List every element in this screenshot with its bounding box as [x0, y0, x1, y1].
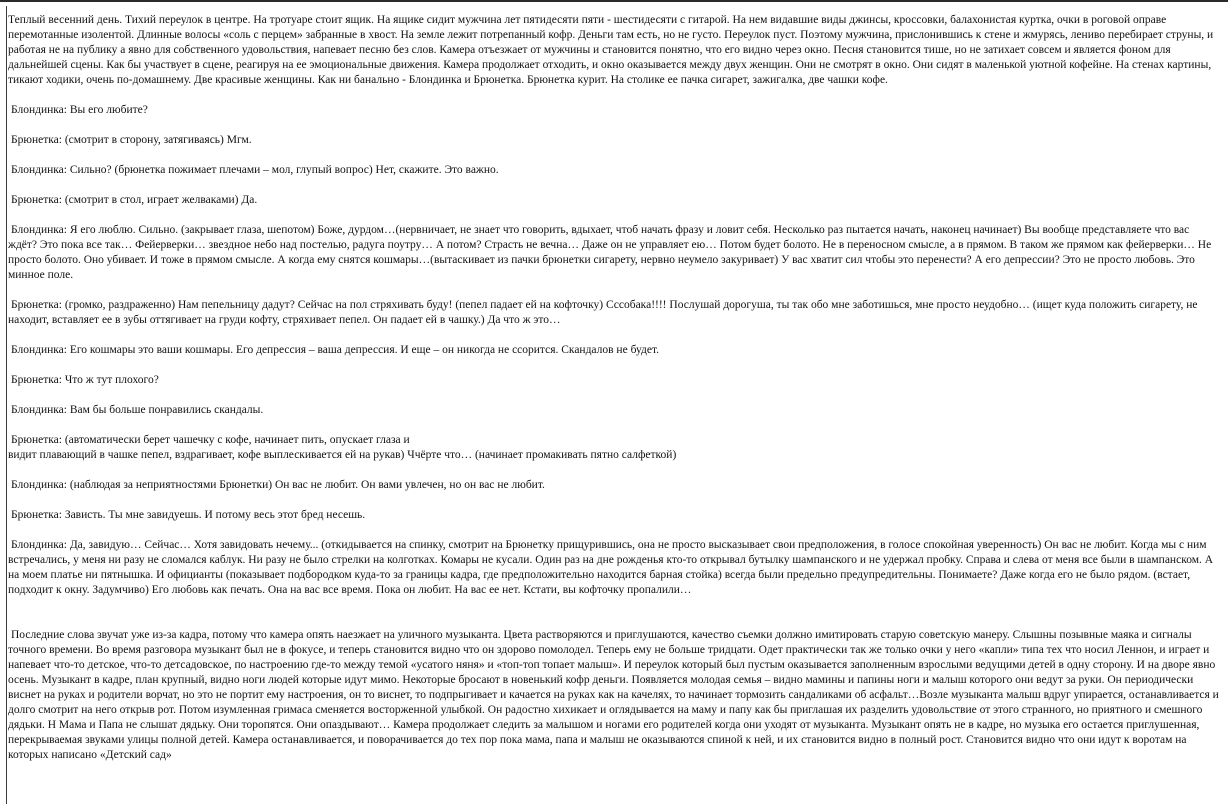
screenplay-text [8, 13, 1221, 778]
dialogue-line: Блондинка: Вы его любите? [11, 104, 148, 116]
dialogue-line: Блондинка: Сильно? (брюнетка пожимает плечами – мол, глупый вопрос) Нет, скажите. Это важно. [11, 164, 499, 176]
scene-description: Теплый весенний день. Тихий переулок в центре. На тротуаре стоит ящик. На ящике сидит мужчина лет пятидесяти пяти - шестидесяти с гитарой. На нем видавшие виды джинсы, кроссовки, балахонистая куртка, очки в роговой оправе перемотанные изолентой. Длинные волосы «соль с перцем» забранные в хвост. На земле лежит потрепанный кофр. Деньги там есть, но не густо. Переулок пуст. Поэтому мужчина, прислонившись к стене и жмурясь, лениво перебирает струны, и работая не на публику а явно для собственного удовольствия, напевает песню без слов. Камера отъезжает от мужчины и становится понятно, что его видно через окно. Песня становится тише, но не затихает совсем и является фоном для дальнейшей сцены. Как бы участвует в сцене, реагируя на ее эмоциональные движения. Камера продолжает отходить, и окно оказывается между двух женщин. Они не смотрят в окно. Они сидят в маленькой уютной кофейне. На стенах картины, тикают ходики, очень по-домашнему. Две красивые женщины. Как ни банально - Блондинка и Брюнетка. Брюнетка курит. На столике ее пачка сигарет, зажигалка, две чашки кофе. [8, 14, 1214, 86]
top-border [0, 0, 1228, 2]
dialogue-line: Блондинка: Его кошмары это ваши кошмары. Его депрессия – ваша депрессия. И еще – он никогда не ссорится. Скандалов не будет. [11, 344, 659, 356]
scene-description: Последние слова звучат уже из-за кадра, потому что камера опять наезжает на уличного музыканта. Цвета растворяются и приглушаются, качество съемки должно имитировать старую советскую манеру. Слышны позывные маяка и сигналы точного времени. Во время разговора музыкант был не в фокусе, и теперь становится видно что он здорово помолодел. Теперь ему не больше тридцати. Одет практически так же только очки у него «капли» типа тех что носил Леннон, и играет и напевает что-то детское, что-то детсадовское, по настроению где-то между темой «усатого няня» и «топ-топ топает малыш». И переулок который был пустым оказывается заполненным взрослыми ведущими детей в одну сторону. И на дворе явно осень. Музыкант в кадре, план крупный, видно ноги людей которые идут мимо. Некоторые бросают в новенький кофр деньги. Появляется молодая семья – видно мамины и папины ноги и малыш которого они ведут за руки. Он периодически виснет на руках и родители ворчат, но это не портит ему настроения, он то виснет, то подпрыгивает и качается на руках как на качелях, то начинает тормозить сандаликами об асфальт…Возле музыканта малыш вдруг упирается, останавливается и долго смотрит на него открыв рот. Потом изумленная гримаса сменяется восторженной улыбкой. Он радостно хихикает и оглядывается на маму и папу как бы приглашая их разделить удовольствие от этого странного, но приятного и смешного дядьки. Н Мама и Папа не слышат дядьку. Они торопятся. Они опаздывают… Камера продолжает следить за малышом и ногами его родителей когда они уходят от музыканта. Музыкант опять не в кадре, но музыка его остается приглушенная, перекрываемая звуками улицы полной детей. Камера останавливается, и поворачивается до тех пор пока мама, папа и малыш не оказываются спиной к ней, и их становится видно в полный рост. Становится видно что они идут к воротам на которых написано «Детский сад» [8, 629, 1219, 761]
dialogue-line: Блондинка: Вам бы больше понравились скандалы. [11, 404, 264, 416]
dialogue-line: Брюнетка: (смотрит в сторону, затягиваясь) Мгм. [11, 134, 252, 146]
dialogue-line: Блондинка: Я его люблю. Сильно. (закрывает глаза, шепотом) Боже, дурдом…(нервничает, не знает что говорить, вдыхает, чтоб начать фразу и ловит себя. Несколько раз пытается начать, наконец начинает) Вы вообще представляете что вас ждёт? Это пока все так… Фейерверки… звездное небо над постелью, радуга поутру… А потом? Страсть не вечна… Даже он не управляет ею… Потом будет болото. Не в переносном смысле, а в прямом. В таком же прямом как фейерверки… Не просто болото. Оно убивает. И тоже в прямом смысле. А когда ему снятся кошмары…(вытаскивает из пачки брюнетки сигарету, нервно неумело закуривает) У вас хватит сил чтобы это перенести? А его депрессии? Это не просто любовь. Это минное поле. [8, 224, 1212, 281]
dialogue-line: Блондинка: Да, завидую… Сейчас… Хотя завидовать нечему... (откидывается на спинку, смотрит на Брюнетку прищурившись, она не просто высказывает свои предположения, в голосе спокойная уверенность) Он вас не любит. Когда мы с ним встречались, у меня ни разу не сломался каблук. Ни разу не было стрелки на колготках. Комары не кусали. Один раз на дне рожденья кто-то открывал бутылку шампанского и не удержал пробку. Справа и слева от меня все были в шампанском. А на моем платье ни пятнышка. И официанты (показывает подбородком куда-то за границы кадра, где предположительно находится барная стойка) всегда были предельно предупредительны. Понимаете? Даже когда его не было рядом. (встает, подходит к окну. Задумчиво) Его любовь как печать. Она на вас все время. Пока он любит. На вас ее нет. Кстати, вы кофточку пропалили… [8, 539, 1214, 596]
dialogue-line-part: Брюнетка: (автоматически берет чашечку с кофе, начинает пить, опускает глаза и [11, 434, 410, 446]
dialogue-line: Брюнетка: (громко, раздраженно) Нам пепельницу дадут? Сейчас на пол стряхивать буду! (пепел падает ей на кофточку) Сссобака!!!! Послушай дорогуша, ты так обо мне заботишься, мне просто неудобно… (ищет куда положить сигарету, не находит, вставляет ее в зубы оттягивает на груди кофту, стряхивает пепел. Он падает ей в чашку.) Да что ж это… [8, 299, 1198, 326]
left-border [6, 6, 7, 804]
dialogue-line [8, 433, 1221, 463]
dialogue-line: Брюнетка: Зависть. Ты мне завидуешь. И потому весь этот бред несешь. [11, 509, 366, 521]
dialogue-line-continuation: видит плавающий в чашке пепел, вздрагивает, кофе выплескивается ей на рукав) Ччёрте что… (начинает промакивать пятно салфеткой) [8, 449, 677, 461]
dialogue-line: Брюнетка: Что ж тут плохого? [11, 374, 159, 386]
dialogue-line: Блондинка: (наблюдая за неприятностями Брюнетки) Он вас не любит. Он вами увлечен, но он вас не любит. [11, 479, 545, 491]
dialogue-line: Брюнетка: (смотрит в стол, играет желваками) Да. [11, 194, 258, 206]
